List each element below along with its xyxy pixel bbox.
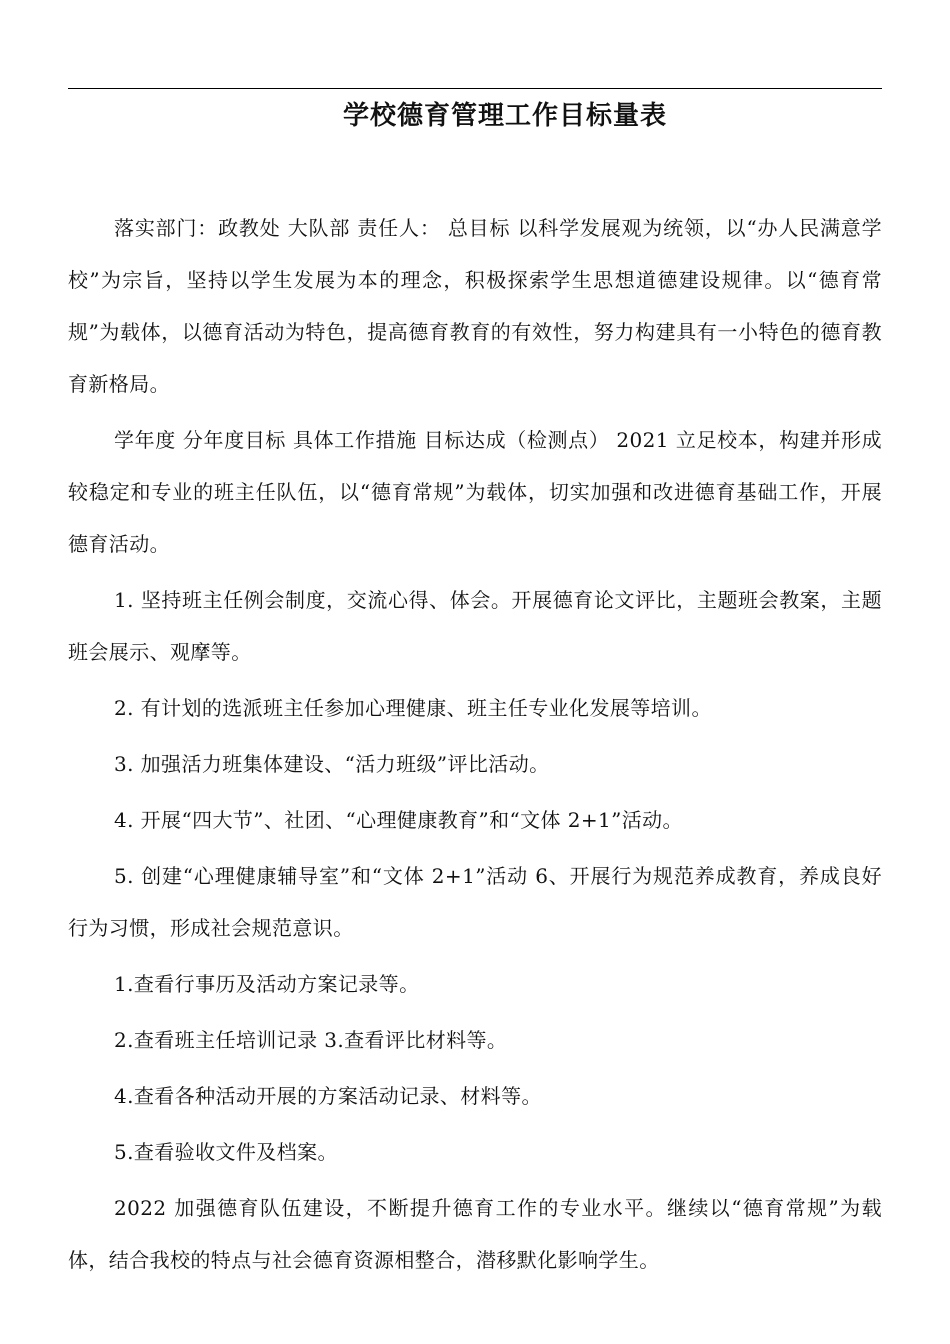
paragraph-measure-4: 4. 开展“四大节”、社团、“心理健康教育”和“文体 2+1”活动。 <box>114 808 683 832</box>
document-body <box>68 202 882 1290</box>
paragraph-checkpoint-4: 4.查看各种活动开展的方案活动记录、材料等。 <box>114 1084 542 1108</box>
paragraph-checkpoint-1: 1.查看行事历及活动方案记录等。 <box>114 972 420 996</box>
paragraph-measure-5: 5. 创建“心理健康辅导室”和“文体 2+1”活动 6、开展行为规范养成教育，养成良好行为习惯，形成社会规范意识。 <box>68 864 882 940</box>
header-rule <box>68 88 882 89</box>
paragraph-year-2022: 2022 加强德育队伍建设，不断提升德育工作的专业水平。继续以“德育常规”为载体，结合我校的特点与社会德育资源相整合，潜移默化影响学生。 <box>68 1196 882 1272</box>
paragraph-checkpoint-2: 2.查看班主任培训记录 3.查看评比材料等。 <box>114 1028 508 1052</box>
paragraph-measure-1: 1. 坚持班主任例会制度，交流心得、体会。开展德育论文评比，主题班会教案，主题班会展示、观摩等。 <box>68 588 882 664</box>
paragraph-overview: 落实部门：政教处 大队部 责任人： 总目标 以科学发展观为统领，以“办人民满意学校”为宗旨，坚持以学生发展为本的理念，积极探索学生思想道德建设规律。以“德育常规”为载体，以德育活动为特色，提高德育教育的有效性，努力构建具有一小特色的德育教育新格局。 <box>68 216 882 396</box>
paragraph-measure-3: 3. 加强活力班集体建设、“活力班级”评比活动。 <box>114 752 550 776</box>
paragraph-measure-2: 2. 有计划的选派班主任参加心理健康、班主任专业化发展等培训。 <box>114 696 712 720</box>
document-title: 学校德育管理工作目标量表 <box>342 101 667 131</box>
paragraph-checkpoint-5: 5.查看验收文件及档案。 <box>114 1140 338 1164</box>
paragraph-year-2021: 学年度 分年度目标 具体工作措施 目标达成（检测点） 2021 立足校本，构建并形成较稳定和专业的班主任队伍，以“德育常规”为载体，切实加强和改进德育基础工作，开展德育活动。 <box>68 428 882 556</box>
